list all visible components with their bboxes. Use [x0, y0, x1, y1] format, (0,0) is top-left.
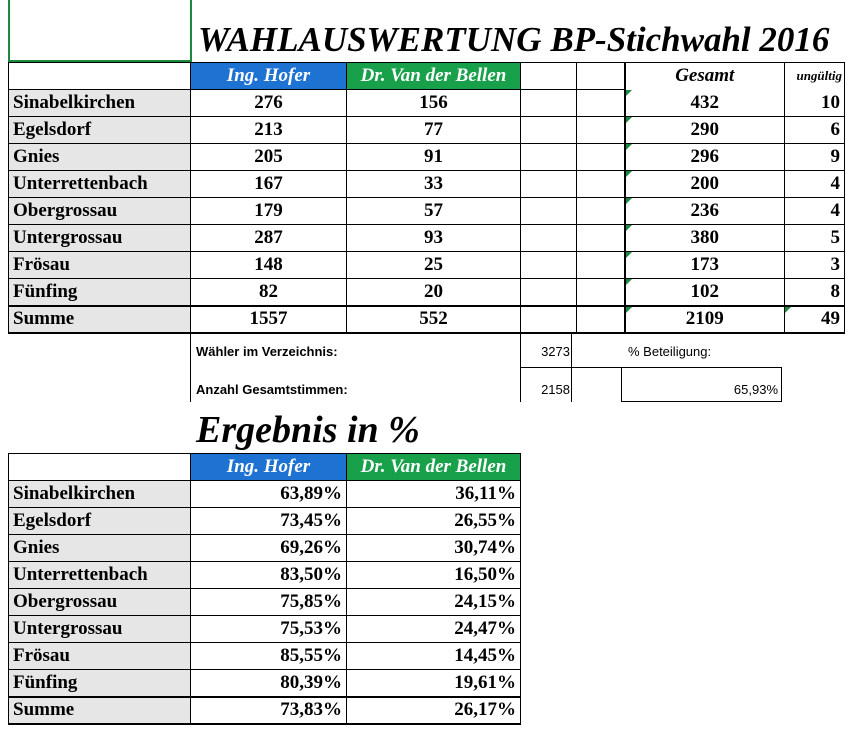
hofer-percent[interactable]: 75,85% [191, 589, 347, 616]
empty-cell[interactable] [521, 171, 577, 198]
selected-cell[interactable] [8, 0, 192, 62]
error-indicator-icon [626, 117, 632, 123]
vdb-percent[interactable]: 26,55% [347, 508, 521, 535]
table-row [9, 670, 521, 697]
table-row [9, 589, 521, 616]
corner-cell[interactable] [9, 63, 191, 90]
vdb-percent[interactable]: 14,45% [347, 643, 521, 670]
table-row [9, 481, 521, 508]
invalid-votes[interactable]: 10 [785, 90, 845, 117]
location-name[interactable]: Frösau [9, 643, 191, 670]
header-hofer[interactable]: Ing. Hofer [191, 454, 347, 481]
votes-table [8, 62, 845, 334]
total-votes-value[interactable]: 2158 [541, 382, 570, 397]
location-name[interactable]: Obergrossau [9, 589, 191, 616]
sum-hofer-percent[interactable]: 73,83% [191, 697, 347, 724]
turnout-label[interactable]: % Beteiligung: [628, 344, 712, 359]
table-row [9, 252, 845, 279]
hofer-votes[interactable]: 213 [191, 117, 347, 144]
location-name[interactable]: Untergrossau [9, 225, 191, 252]
error-indicator-icon [785, 307, 791, 313]
table-row [9, 535, 521, 562]
location-name[interactable]: Unterrettenbach [9, 171, 191, 198]
vdb-votes[interactable]: 33 [347, 171, 521, 198]
location-name[interactable]: Sinabelkirchen [9, 90, 191, 117]
empty-cell[interactable] [521, 198, 577, 225]
location-name[interactable]: Gnies [9, 535, 191, 562]
sum-vdb-percent[interactable]: 26,17% [347, 697, 521, 724]
location-name[interactable]: Egelsdorf [9, 117, 191, 144]
gesamt-value: 432 [690, 91, 719, 113]
empty-cell[interactable] [521, 225, 577, 252]
header-vdb[interactable]: Dr. Van der Bellen [347, 454, 521, 481]
sum-invalid[interactable] [785, 306, 845, 333]
header-invalid[interactable]: ungültig [785, 63, 845, 90]
gesamt-votes[interactable] [625, 90, 785, 117]
empty-cell[interactable] [521, 252, 577, 279]
stats-empty-cell[interactable] [572, 367, 622, 402]
vdb-votes[interactable]: 93 [347, 225, 521, 252]
header-vdb[interactable]: Dr. Van der Bellen [347, 63, 521, 90]
vdb-votes[interactable]: 57 [347, 198, 521, 225]
gesamt-value: 296 [690, 146, 719, 167]
gesamt-value: 200 [690, 173, 719, 194]
gesamt-votes[interactable] [625, 279, 785, 306]
hofer-percent[interactable]: 69,26% [191, 535, 347, 562]
hofer-votes[interactable]: 276 [191, 90, 347, 117]
table-row [9, 643, 521, 670]
invalid-votes[interactable]: 5 [785, 225, 845, 252]
gesamt-votes[interactable] [625, 225, 785, 252]
error-indicator-icon [626, 144, 632, 150]
hofer-votes[interactable]: 179 [191, 198, 347, 225]
sum-vdb[interactable]: 552 [347, 306, 521, 333]
table-row [9, 562, 521, 589]
location-name[interactable]: Obergrossau [9, 198, 191, 225]
invalid-votes[interactable]: 3 [785, 252, 845, 279]
invalid-value: 49 [821, 308, 840, 329]
empty-cell[interactable] [521, 63, 577, 90]
hofer-percent[interactable]: 75,53% [191, 616, 347, 643]
turnout-value[interactable]: 65,93% [733, 382, 778, 397]
location-name[interactable]: Gnies [9, 144, 191, 171]
vdb-votes[interactable]: 20 [347, 279, 521, 306]
location-name[interactable]: Unterrettenbach [9, 562, 191, 589]
hofer-percent[interactable]: 63,89% [191, 481, 347, 508]
location-name[interactable]: Fünfing [9, 670, 191, 697]
invalid-votes[interactable]: 8 [785, 279, 845, 306]
hofer-votes[interactable]: 148 [191, 252, 347, 279]
vdb-votes[interactable]: 25 [347, 252, 521, 279]
empty-cell[interactable] [521, 279, 577, 306]
total-votes-label[interactable]: Anzahl Gesamtstimmen: [196, 382, 348, 397]
gesamt-value: 290 [690, 119, 719, 140]
gesamt-votes[interactable] [625, 198, 785, 225]
hofer-votes[interactable]: 82 [191, 279, 347, 306]
sum-label[interactable]: Summe [9, 306, 191, 333]
gesamt-value: 380 [690, 227, 719, 248]
header-gesamt[interactable]: Gesamt [625, 63, 785, 90]
gesamt-value: 2109 [685, 308, 724, 329]
gesamt-votes[interactable] [625, 252, 785, 279]
table-row [9, 117, 845, 144]
sum-gesamt[interactable] [625, 306, 785, 333]
page-title: WAHLAUSWERTUNG BP-Stichwahl 2016 [198, 20, 830, 59]
vdb-percent[interactable]: 24,47% [347, 616, 521, 643]
empty-cell[interactable] [521, 90, 577, 117]
result-title: Ergebnis in % [196, 409, 420, 451]
vdb-percent[interactable]: 19,61% [347, 670, 521, 697]
corner-cell[interactable] [9, 454, 191, 481]
hofer-percent[interactable]: 80,39% [191, 670, 347, 697]
gesamt-value: 102 [690, 280, 719, 302]
empty-cell[interactable] [577, 279, 625, 306]
empty-cell[interactable] [577, 144, 625, 171]
vdb-votes[interactable]: 156 [347, 90, 521, 117]
vdb-votes[interactable]: 91 [347, 144, 521, 171]
invalid-votes[interactable]: 9 [785, 144, 845, 171]
invalid-votes[interactable]: 6 [785, 117, 845, 144]
empty-cell[interactable] [577, 63, 625, 90]
invalid-votes[interactable]: 4 [785, 171, 845, 198]
invalid-votes[interactable]: 4 [785, 198, 845, 225]
table-row [9, 508, 521, 535]
vdb-percent[interactable]: 24,15% [347, 589, 521, 616]
empty-cell[interactable] [577, 306, 625, 333]
vdb-percent[interactable]: 36,11% [347, 481, 521, 508]
table-row [9, 144, 845, 171]
error-indicator-icon [626, 225, 632, 231]
table-row [9, 171, 845, 198]
header-hofer[interactable]: Ing. Hofer [191, 63, 347, 90]
empty-cell[interactable] [577, 90, 625, 117]
empty-cell[interactable] [521, 306, 577, 333]
hofer-percent[interactable]: 85,55% [191, 643, 347, 670]
gesamt-value: 236 [690, 200, 719, 221]
error-indicator-icon [626, 252, 632, 258]
hofer-votes[interactable]: 167 [191, 171, 347, 198]
empty-cell[interactable] [577, 117, 625, 144]
hofer-votes[interactable]: 205 [191, 144, 347, 171]
sum-hofer[interactable]: 1557 [191, 306, 347, 333]
empty-cell[interactable] [577, 198, 625, 225]
empty-cell[interactable] [521, 117, 577, 144]
header-row [9, 454, 521, 481]
location-name[interactable]: Sinabelkirchen [9, 481, 191, 508]
table-row [9, 225, 845, 252]
empty-cell[interactable] [577, 171, 625, 198]
gesamt-votes[interactable] [625, 171, 785, 198]
table-row [9, 279, 845, 306]
gesamt-votes[interactable] [625, 117, 785, 144]
error-indicator-icon [626, 90, 632, 96]
empty-cell[interactable] [577, 225, 625, 252]
header-row [9, 63, 845, 90]
table-row [9, 198, 845, 225]
error-indicator-icon [626, 171, 632, 177]
table-row [9, 616, 521, 643]
error-indicator-icon [626, 279, 632, 285]
empty-cell[interactable] [521, 144, 577, 171]
sum-row [9, 306, 845, 333]
gesamt-votes[interactable] [625, 144, 785, 171]
location-name[interactable]: Untergrossau [9, 616, 191, 643]
stats-block [190, 332, 782, 402]
vdb-percent[interactable]: 16,50% [347, 562, 521, 589]
location-name[interactable]: Fünfing [9, 279, 191, 306]
hofer-votes[interactable]: 287 [191, 225, 347, 252]
gesamt-value: 173 [690, 254, 719, 275]
voters-label[interactable]: Wähler im Verzeichnis: [196, 344, 338, 359]
vdb-percent[interactable]: 30,74% [347, 535, 521, 562]
location-name[interactable]: Frösau [9, 252, 191, 279]
sum-label[interactable]: Summe [9, 697, 191, 724]
vdb-votes[interactable]: 77 [347, 117, 521, 144]
table-row [9, 90, 845, 117]
percent-table [8, 453, 521, 725]
hofer-percent[interactable]: 73,45% [191, 508, 347, 535]
hofer-percent[interactable]: 83,50% [191, 562, 347, 589]
empty-cell[interactable] [577, 252, 625, 279]
voters-value[interactable]: 3273 [541, 344, 570, 359]
sum-row [9, 697, 521, 724]
location-name[interactable]: Egelsdorf [9, 508, 191, 535]
error-indicator-icon [626, 307, 632, 313]
error-indicator-icon [626, 198, 632, 204]
